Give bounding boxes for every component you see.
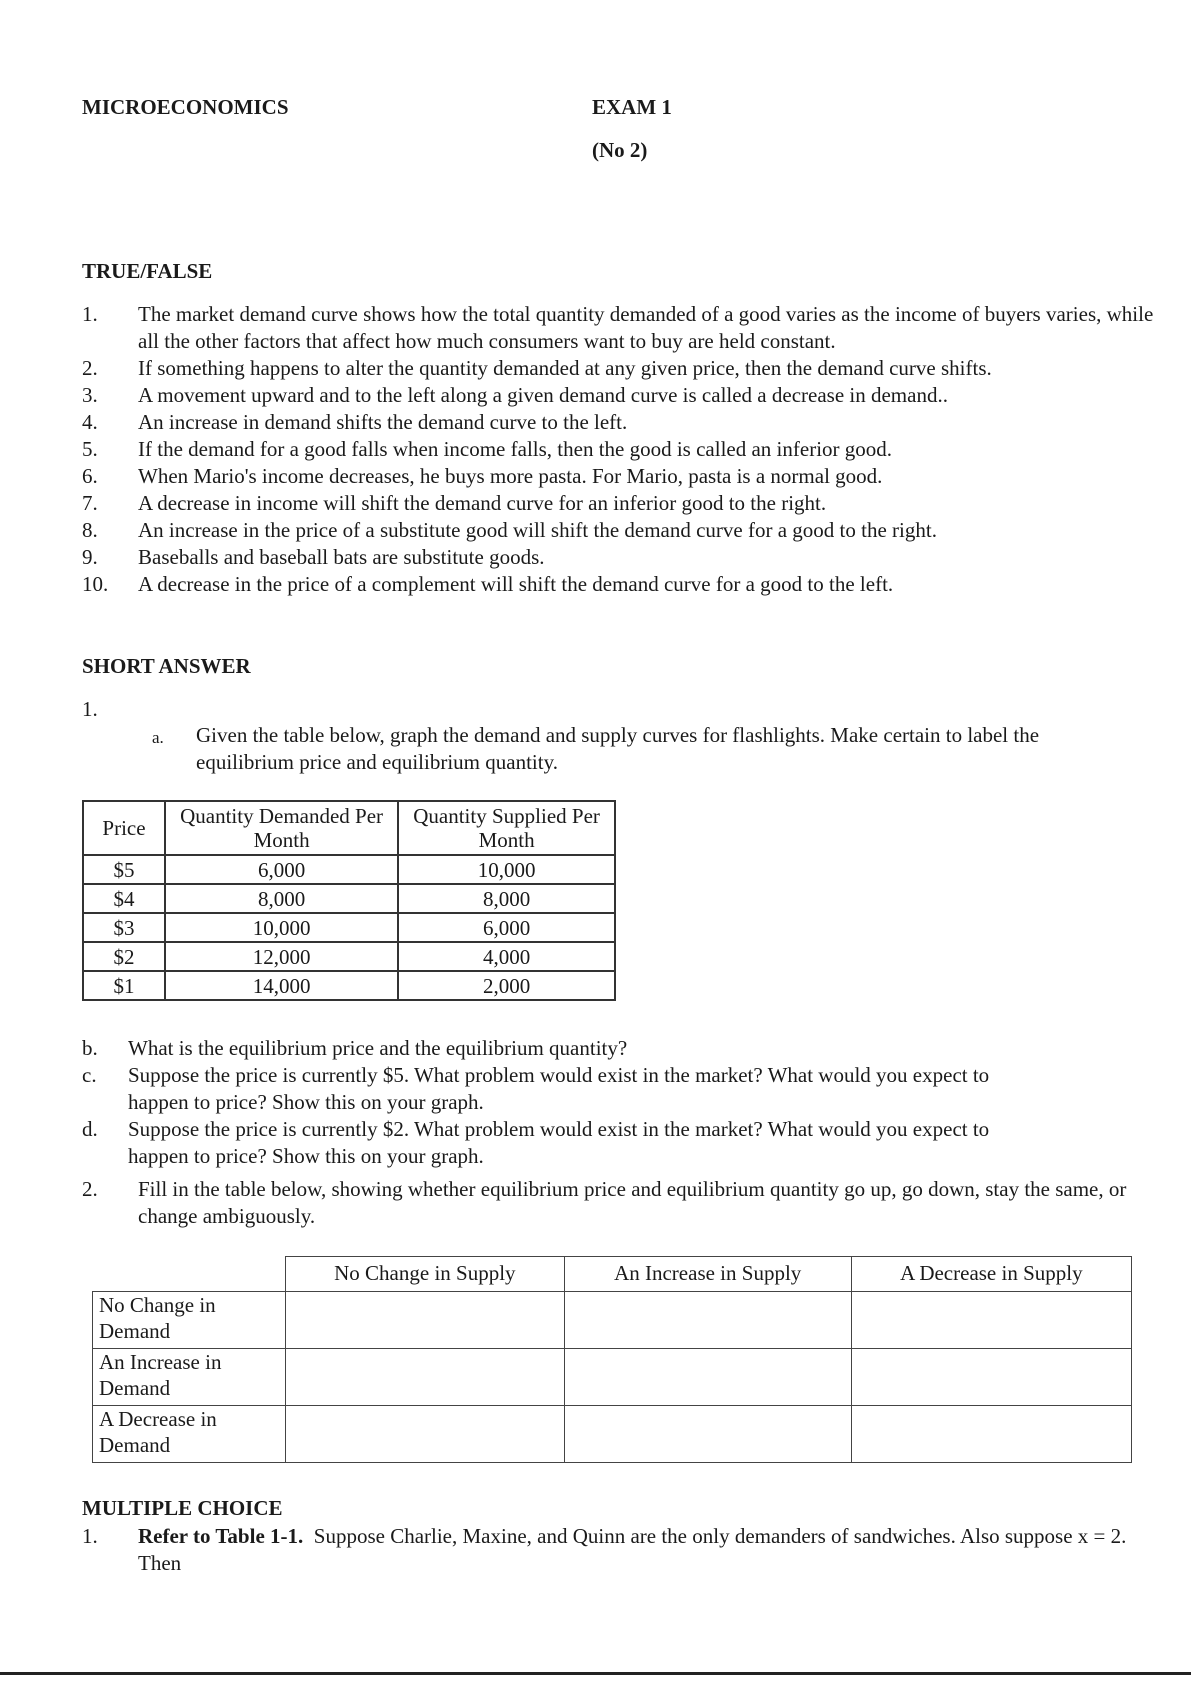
answer-cell xyxy=(286,1292,565,1349)
exam-number: (No 2) xyxy=(592,138,648,162)
mc-question-reference: Refer to Table 1-1. xyxy=(138,1524,304,1548)
column-header: Quantity Supplied Per Month xyxy=(398,801,615,855)
course-title: MICROECONOMICS xyxy=(82,95,289,119)
table-row xyxy=(83,855,615,884)
table-cell: 4,000 xyxy=(398,942,615,971)
table-header-row xyxy=(83,801,615,855)
table-row xyxy=(83,971,615,1000)
equilibrium-changes-table xyxy=(92,1256,1132,1463)
tf-item-number: 3. xyxy=(82,383,98,407)
sa-subpart-text: Suppose the price is currently $2. What problem would exist in the market? What would you expect to happen to price? Show this on your graph. xyxy=(128,1117,990,1168)
tf-item-number: 5. xyxy=(82,437,98,461)
answer-cell xyxy=(851,1292,1131,1349)
sa-subpart-letter: c. xyxy=(82,1063,97,1087)
table-cell: 6,000 xyxy=(398,913,615,942)
tf-item-number: 9. xyxy=(82,545,98,569)
table-cell: 12,000 xyxy=(165,942,398,971)
row-header: No Change in Demand xyxy=(93,1292,286,1349)
sa-subpart-letter: b. xyxy=(82,1036,98,1060)
table-row xyxy=(93,1406,1132,1463)
short-answer-heading: SHORT ANSWER xyxy=(82,654,251,678)
row-header: An Increase in Demand xyxy=(93,1349,286,1406)
tf-item-number: 2. xyxy=(82,356,98,380)
exam-title: EXAM 1 xyxy=(592,95,672,119)
tf-item-number: 8. xyxy=(82,518,98,542)
table-cell: 10,000 xyxy=(398,855,615,884)
row-header: A Decrease in Demand xyxy=(93,1406,286,1463)
tf-item-number: 1. xyxy=(82,302,98,326)
sa-subpart-text: Suppose the price is currently $5. What problem would exist in the market? What would you expect to happen to price? Show this on your graph. xyxy=(128,1063,990,1114)
answer-cell xyxy=(851,1349,1131,1406)
table-cell: 6,000 xyxy=(165,855,398,884)
table-corner-cell xyxy=(93,1257,286,1292)
table-cell: $2 xyxy=(83,942,165,971)
table-cell: 8,000 xyxy=(165,884,398,913)
tf-item-number: 4. xyxy=(82,410,98,434)
tf-item-text: An increase in the price of a substitute good will shift the demand curve for a good to the right. xyxy=(138,518,937,542)
table-row xyxy=(93,1292,1132,1349)
mc-question-text: Suppose Charlie, Maxine, and Quinn are the only demanders of sandwiches. Also suppose x = 2. Then xyxy=(138,1524,1127,1575)
table-cell: $5 xyxy=(83,855,165,884)
sa-subpart-text: What is the equilibrium price and the equilibrium quantity? xyxy=(128,1036,628,1060)
tf-item-text: If something happens to alter the quantity demanded at any given price, then the demand curve shifts. xyxy=(138,356,992,380)
table-row xyxy=(83,942,615,971)
sa-subpart-letter: a. xyxy=(152,728,164,747)
answer-cell xyxy=(564,1349,851,1406)
multiple-choice-heading: MULTIPLE CHOICE xyxy=(82,1496,283,1520)
column-header: An Increase in Supply xyxy=(564,1257,851,1292)
answer-cell xyxy=(851,1406,1131,1463)
sa-question-number: 2. xyxy=(82,1177,98,1201)
supply-demand-table xyxy=(82,800,616,1001)
column-header: Price xyxy=(83,801,165,855)
table-header-row xyxy=(93,1257,1132,1292)
column-header: Quantity Demanded Per Month xyxy=(165,801,398,855)
true-false-heading: TRUE/FALSE xyxy=(82,259,213,283)
tf-item-text: A decrease in income will shift the demand curve for an inferior good to the right. xyxy=(138,491,827,515)
tf-item-number: 6. xyxy=(82,464,98,488)
tf-item-number: 7. xyxy=(82,491,98,515)
tf-item-text: When Mario's income decreases, he buys more pasta. For Mario, pasta is a normal good. xyxy=(138,464,883,488)
tf-item-number: 10. xyxy=(82,572,109,596)
page-bottom-rule xyxy=(0,1672,1191,1675)
tf-item-text: The market demand curve shows how the total quantity demanded of a good varies as the income of buyers varies, while all the other factors that affect how much consumers want to buy are held constant. xyxy=(138,302,1154,353)
tf-item-text: A decrease in the price of a complement will shift the demand curve for a good to the left. xyxy=(138,572,894,596)
sa-subpart-letter: d. xyxy=(82,1117,98,1141)
table-cell: $1 xyxy=(83,971,165,1000)
column-header: No Change in Supply xyxy=(286,1257,565,1292)
table-row xyxy=(93,1349,1132,1406)
tf-item-text: An increase in demand shifts the demand curve to the left. xyxy=(138,410,628,434)
answer-cell xyxy=(564,1292,851,1349)
sa-subpart-text: Given the table below, graph the demand and supply curves for flashlights. Make certain to label the equilibrium price and equilibrium quantity. xyxy=(196,723,1040,774)
tf-item-text: If the demand for a good falls when income falls, then the good is called an inferior good. xyxy=(138,437,893,461)
table-cell: $3 xyxy=(83,913,165,942)
sa-question-number: 1. xyxy=(82,697,98,721)
answer-cell xyxy=(564,1406,851,1463)
table-cell: 10,000 xyxy=(165,913,398,942)
tf-item-text: Baseballs and baseball bats are substitute goods. xyxy=(138,545,545,569)
table-row xyxy=(83,884,615,913)
table-cell: 14,000 xyxy=(165,971,398,1000)
answer-cell xyxy=(286,1406,565,1463)
table-cell: 8,000 xyxy=(398,884,615,913)
table-cell: 2,000 xyxy=(398,971,615,1000)
column-header: A Decrease in Supply xyxy=(851,1257,1131,1292)
mc-question-body xyxy=(138,1523,1138,1577)
sa-question-text: Fill in the table below, showing whether equilibrium price and equilibrium quantity go up, go down, stay the same, or change ambiguously. xyxy=(138,1177,1127,1228)
answer-cell xyxy=(286,1349,565,1406)
table-row xyxy=(83,913,615,942)
tf-item-text: A movement upward and to the left along a given demand curve is called a decrease in demand.. xyxy=(138,383,948,407)
mc-question-number: 1. xyxy=(82,1524,98,1548)
table-cell: $4 xyxy=(83,884,165,913)
